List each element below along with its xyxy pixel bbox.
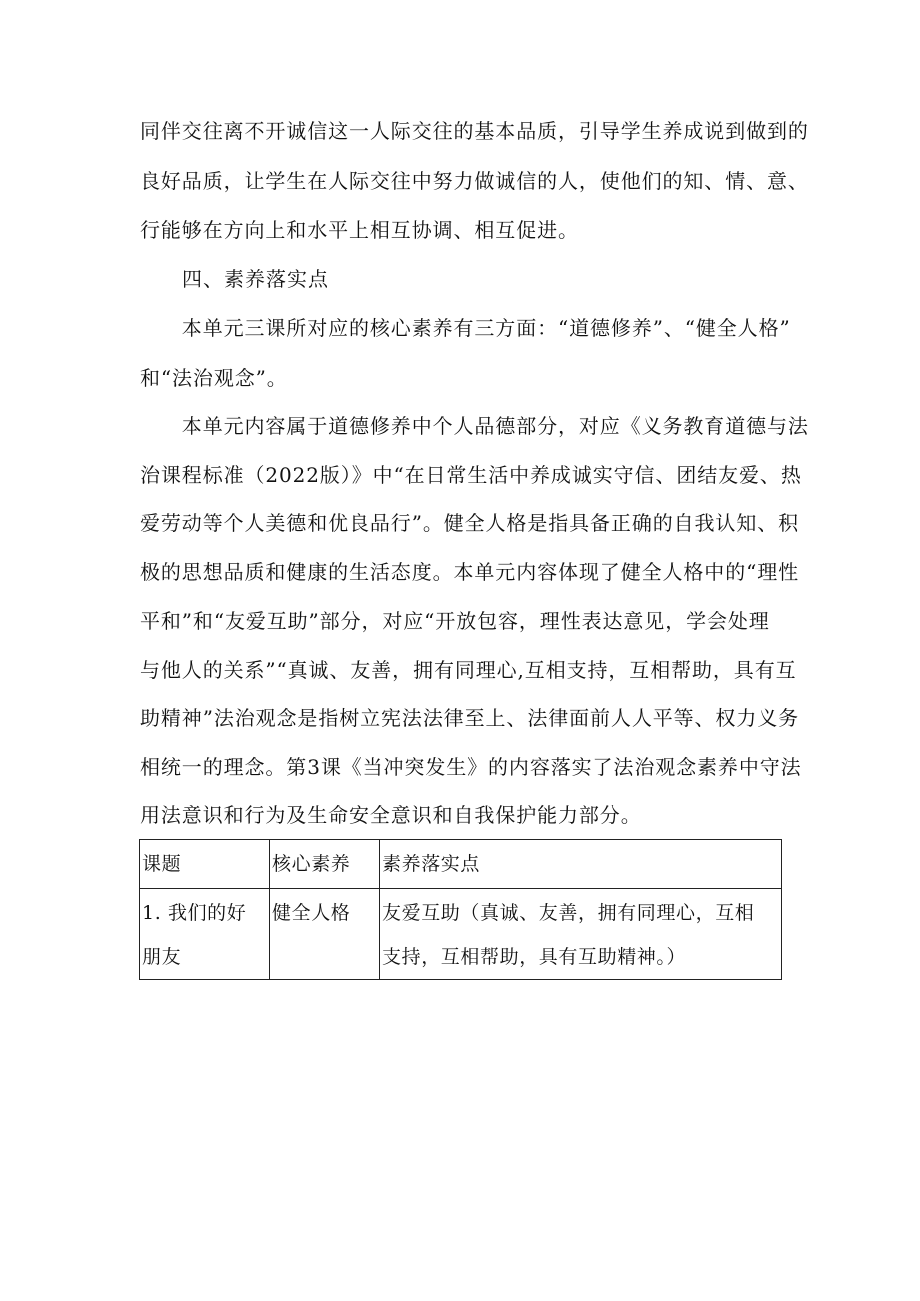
header-point: 素养落实点 <box>380 840 782 889</box>
table-header-row <box>140 840 782 889</box>
paragraph-1-line-2: 良好品质，让学生在人际交往中努力做诚信的人，使他们的知、情、意、 <box>140 169 809 193</box>
section-heading: 四、素养落实点 <box>182 267 329 291</box>
paragraph-1-line-3: 行能够在方向上和水平上相互协调、相互促进。 <box>140 218 579 242</box>
competency-text: 健全人格 <box>272 902 351 924</box>
lesson-line-2: 朋友 <box>142 946 182 968</box>
paragraph-3-line-1: 本单元内容属于道德修养中个人品德部分，对应《义务教育道德与法 <box>140 414 809 438</box>
lesson-line-1: 1. 我们的好 <box>142 902 247 924</box>
cell-competency <box>270 889 380 980</box>
point-line-2: 支持，互相帮助，具有互助精神。） <box>382 946 687 968</box>
paragraph-3-line-5: 平和”和“友爱互助”部分，对应“开放包容，理性表达意见，学会处理 <box>140 609 770 633</box>
paragraph-3-line-7: 助精神”法治观念是指树立宪法法律至上、法律面前人人平等、权力义务 <box>140 706 800 730</box>
point-line-1: 友爱互助（真诚、友善，拥有同理心，互相 <box>382 902 755 924</box>
paragraph-3-line-6: 与他人的关系”“真诚、友善，拥有同理心,互相支持，互相帮助，具有互 <box>140 658 797 682</box>
paragraph-2-line-2: 和“法治观念”。 <box>140 366 288 390</box>
competency-table <box>139 839 782 980</box>
paragraph-3-line-2: 治课程标准（2022版）》中“在日常生活中养成诚实守信、团结友爱、热 <box>140 463 802 487</box>
header-competency: 核心素养 <box>270 840 380 889</box>
table-row <box>140 889 782 980</box>
cell-point <box>380 889 782 980</box>
paragraph-3-line-3: 爱劳动等个人美德和优良品行”。健全人格是指具备正确的自我认知、积 <box>140 511 800 535</box>
paragraph-3-line-4: 极的思想品质和健康的生活态度。本单元内容体现了健全人格中的“理性 <box>140 560 800 584</box>
paragraph-1-line-1: 同伴交往离不开诚信这一人际交往的基本品质，引导学生养成说到做到的 <box>140 119 809 143</box>
paragraph-2-line-1: 本单元三课所对应的核心素养有三方面：“道德修养”、“健全人格” <box>140 316 791 340</box>
paragraph-3-line-8: 相统一的理念。第3课《当冲突发生》的内容落实了法治观念素养中守法 <box>140 755 802 779</box>
paragraph-3-line-9: 用法意识和行为及生命安全意识和自我保护能力部分。 <box>140 803 642 827</box>
cell-lesson <box>140 889 270 980</box>
header-lesson: 课题 <box>140 840 270 889</box>
